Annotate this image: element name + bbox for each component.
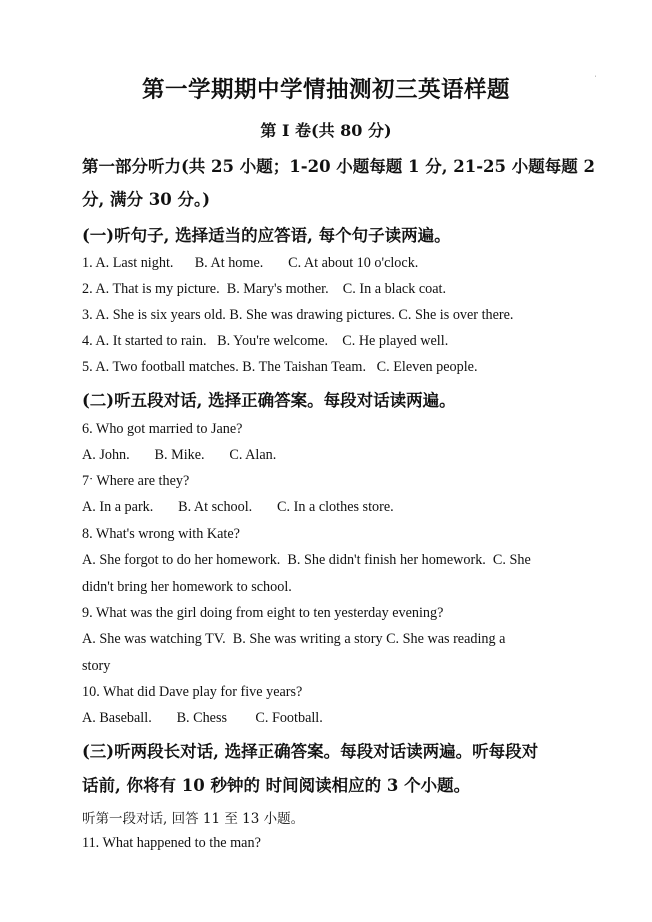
page-title: 第一学期期中学情抽测初三英语样题: [141, 77, 510, 103]
question-8: 8. What's wrong with Kate?: [82, 526, 240, 542]
section3-note: 听第一段对话, 回答 11 至 13 小题。: [82, 811, 305, 827]
question-10-options: A. Baseball. B. Chess C. Football.: [82, 710, 323, 726]
question-8-options-line2: didn't bring her homework to school.: [82, 579, 292, 595]
question-9-options-line2: story: [82, 658, 111, 674]
question-7-options: A. In a park. B. At school. C. In a clothes store.: [82, 499, 394, 515]
question-5: 5. A. Two football matches. B. The Taishan Team. C. Eleven people.: [82, 359, 478, 375]
question-7: 7ˑ Where are they?: [82, 473, 190, 489]
section3-heading-line2: 话前, 你将有 10 秒钟的 时间阅读相应的 3 个小题。: [82, 776, 471, 795]
question-6: 6. Who got married to Jane?: [82, 421, 243, 437]
part1-heading-line2: 分, 满分 30 分。): [82, 190, 210, 209]
question-8-options-line1: A. She forgot to do her homework. B. She didn't finish her homework. C. She: [82, 552, 531, 568]
section2-heading: (二)听五段对话, 选择正确答案。每段对话读两遍。: [82, 391, 456, 410]
question-11: 11. What happened to the man?: [82, 835, 261, 851]
section1-heading: (一)听句子, 选择适当的应答语, 每个句子读两遍。: [82, 226, 451, 245]
scan-mark: ˈ: [594, 74, 597, 84]
paper-subtitle: 第 I 卷(共 80 分): [260, 121, 392, 140]
question-2: 2. A. That is my picture. B. Mary's mother. C. In a black coat.: [82, 281, 447, 297]
question-9: 9. What was the girl doing from eight to ten yesterday evening?: [82, 605, 444, 621]
part1-heading-line1: 第一部分听力(共 25 小题；1-20 小题每题 1 分, 21-25 小题每题 2: [82, 157, 595, 176]
section3-heading-line1: (三)听两段长对话, 选择正确答案。每段对话读两遍。听每段对: [82, 742, 539, 761]
question-10: 10. What did Dave play for five years?: [82, 684, 303, 700]
question-9-options-line1: A. She was watching TV. B. She was writing a story C. She was reading a: [82, 631, 506, 647]
question-4: 4. A. It started to rain. B. You're welcome. C. He played well.: [82, 333, 449, 349]
question-3: 3. A. She is six years old. B. She was drawing pictures. C. She is over there.: [82, 307, 514, 323]
question-1: 1. A. Last night. B. At home. C. At about 10 o'clock.: [82, 255, 419, 271]
question-6-options: A. John. B. Mike. C. Alan.: [82, 447, 277, 463]
